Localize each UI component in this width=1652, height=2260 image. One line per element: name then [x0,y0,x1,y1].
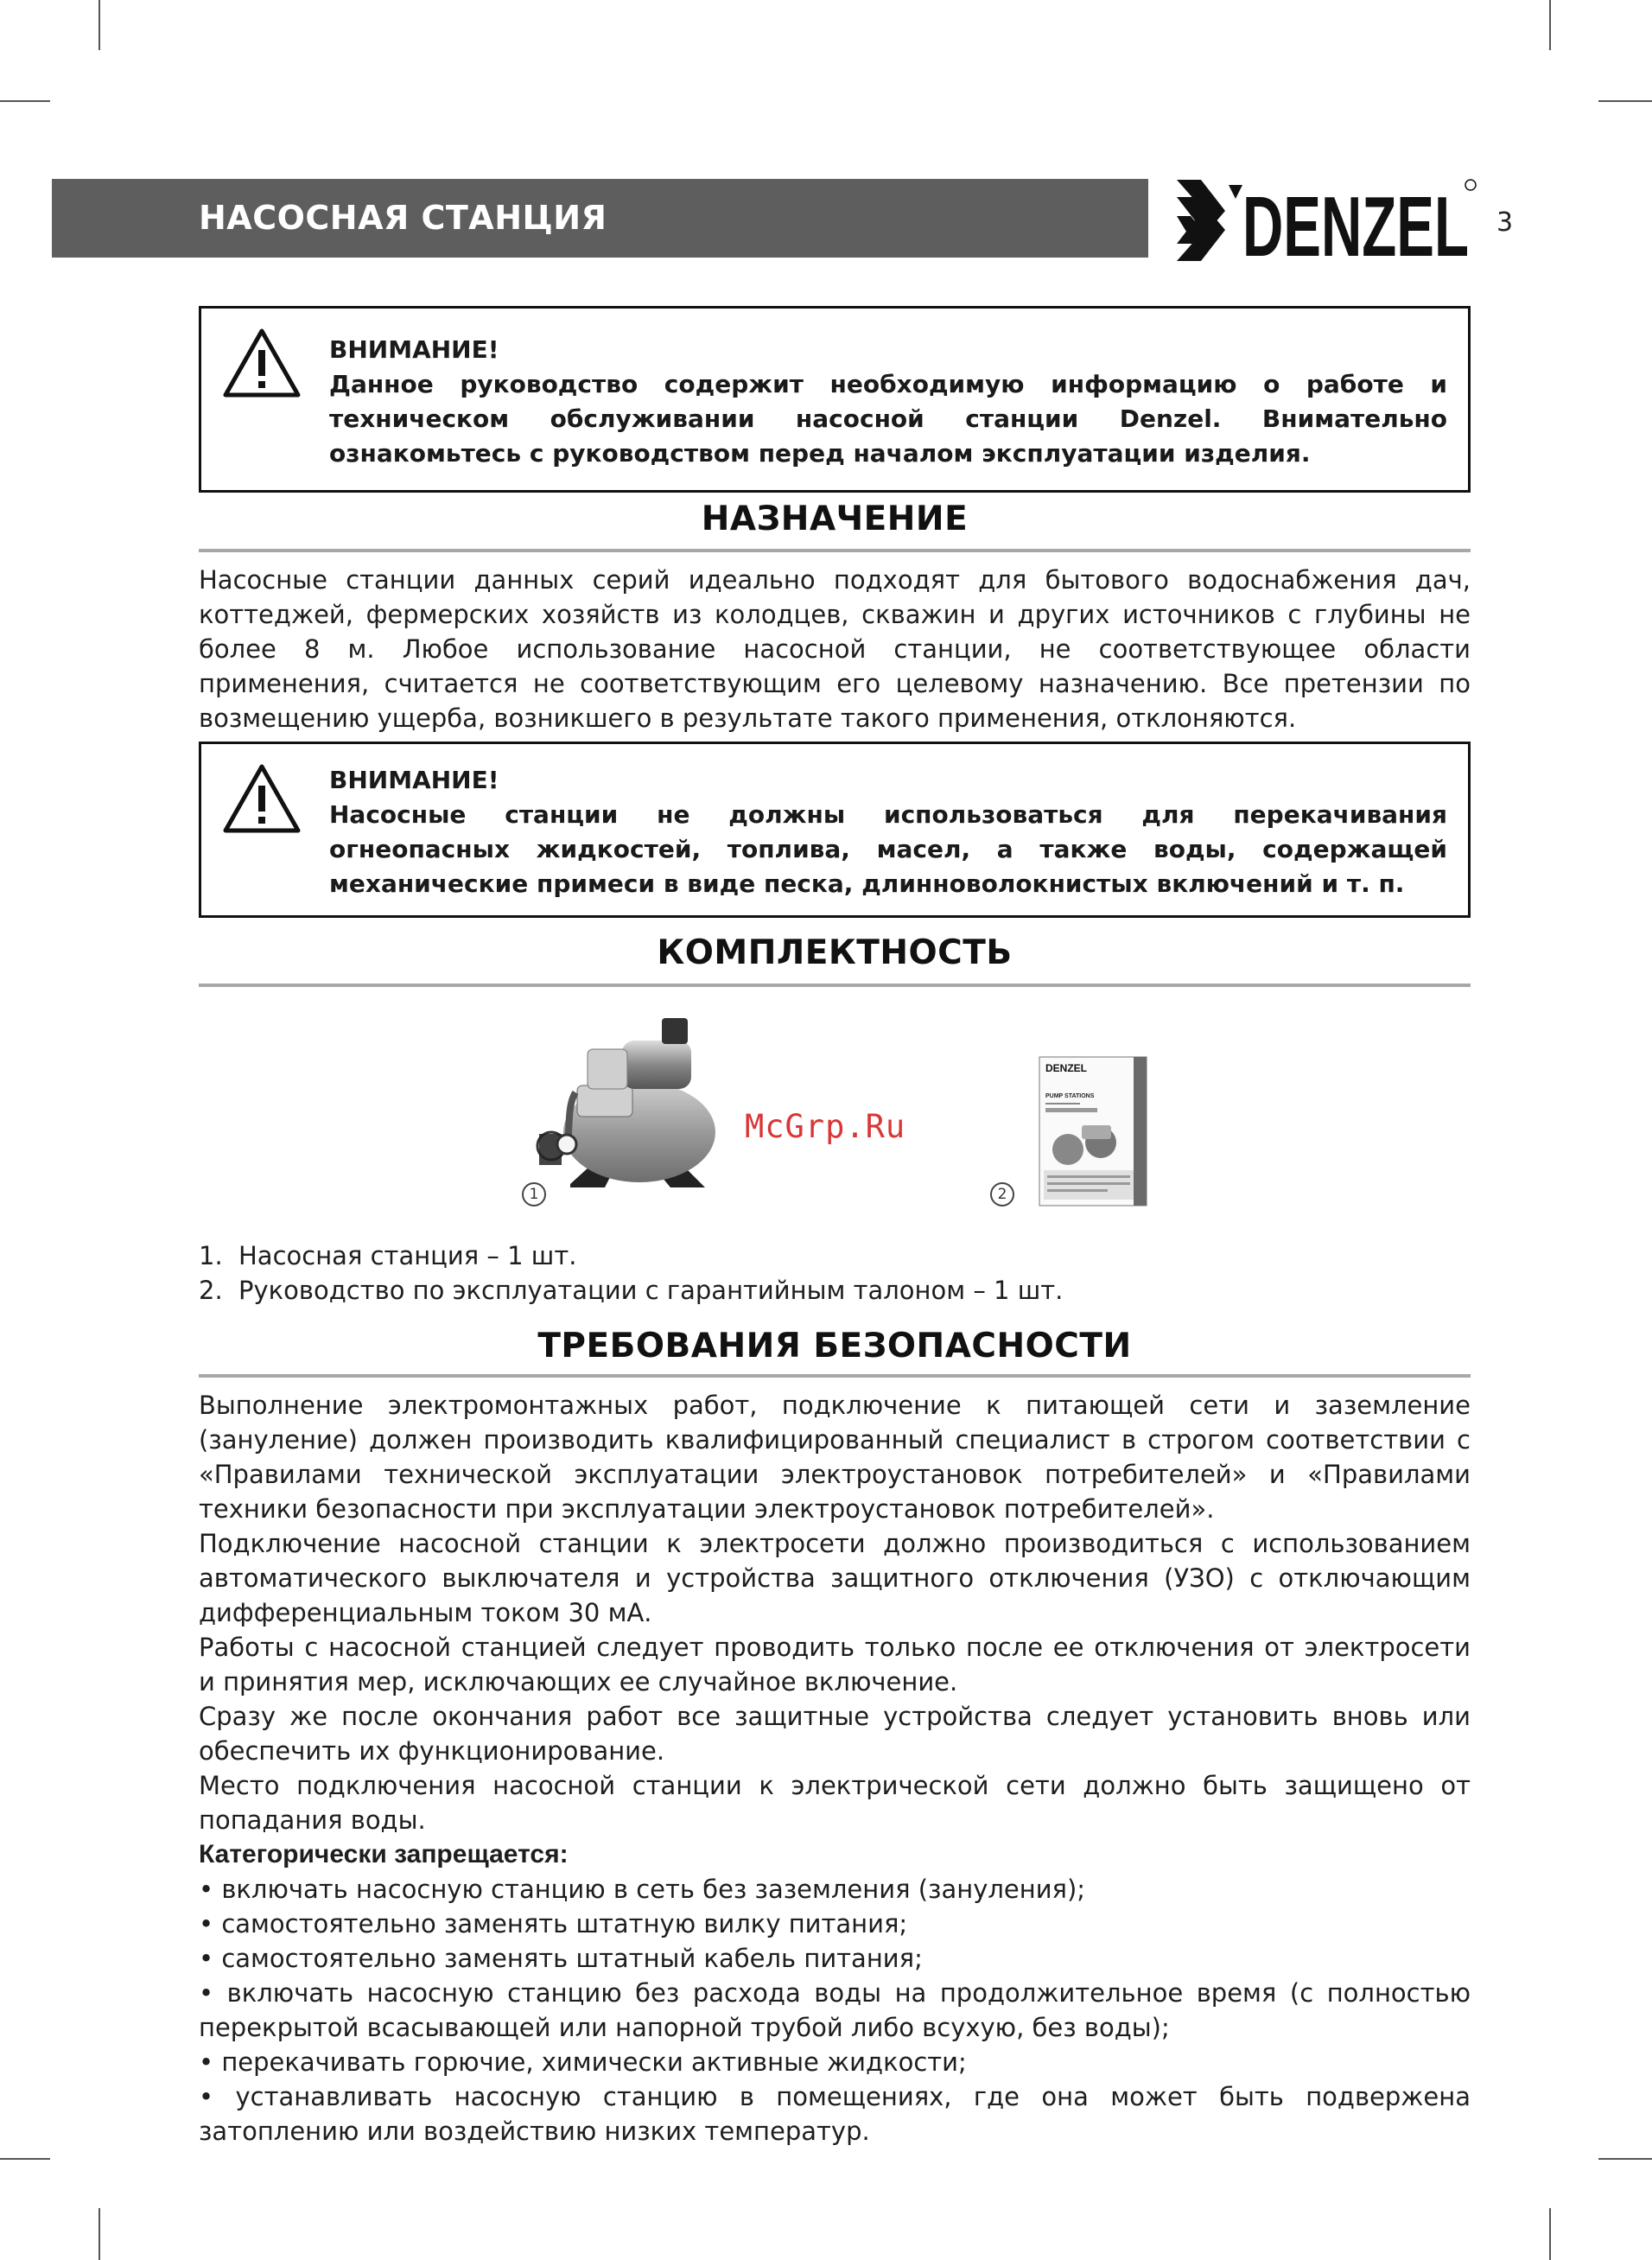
list-item: 2. Руководство по эксплуатации с гарантийным талоном – 1 шт. [199,1276,1064,1305]
crop-mark [1549,2208,1551,2260]
purpose-section [199,563,1471,735]
warning-text [329,763,1447,901]
section-title-purpose: НАЗНАЧЕНИЕ [701,500,969,538]
bullet-item: • включать насосную станцию в сеть без заземления (зануления); [199,1875,1086,1904]
bullet-item: • устанавливать насосную станцию в помещениях, где она может быть подвержена затоплению или воздействию низких температур. [199,2082,1471,2146]
bullet-item: • включать насосную станцию без расхода воды на продолжительное время (с полностью перекрытой всасывающей или напорной трубой либо всухую, без воды); [199,1978,1471,2042]
contents-list [199,1238,1471,1308]
section-divider [199,549,1471,552]
figure-label: 1 [522,1182,546,1206]
safety-paragraph: Сразу же после окончания работ все защитные устройства следует установить вновь или обеспечить их функционирование. [199,1702,1471,1766]
safety-paragraph: Подключение насосной станции к электросети должно производиться с использованием автоматического выключателя и устройства защитного отключения (УЗО) с отключающим дифференциальным током 30 мА. [199,1529,1471,1627]
brand-name: DENZEL [1242,179,1469,268]
list-item: 1. Насосная станция – 1 шт. [199,1241,577,1270]
section-divider [199,984,1471,987]
safety-section [199,1388,1471,2149]
bullet-item: • перекачивать горючие, химически активные жидкости; [199,2047,967,2077]
manual-title: PUMP STATIONS [1045,1093,1095,1099]
section-title-safety: ТРЕБОВАНИЯ БЕЗОПАСНОСТИ [537,1327,1132,1366]
manual-booklet-image [1039,1056,1147,1206]
warning-box [199,306,1471,493]
warning-heading: ВНИМАНИЕ! [329,766,499,794]
warning-body: Данное руководство содержит необходимую информацию о работе и техническом обслуживании насосной станции Denzel. Внимательно ознакомьтесь с руководством перед началом эксплуатации изделия. [329,370,1447,468]
watermark: McGrp.Ru [745,1108,906,1145]
page-number: 3 [1496,207,1514,238]
section-title-contents: КОМПЛЕКТНОСТЬ [657,933,1013,972]
bullet-item: • самостоятельно заменять штатную вилку питания; [199,1909,908,1939]
crop-mark [1549,0,1551,50]
crop-mark [98,2208,100,2260]
section-divider [199,1374,1471,1378]
denzel-logo [1175,173,1477,268]
pump-station-image [532,1003,722,1210]
header-bar [52,179,1148,258]
purpose-paragraph: Насосные станции данных серий идеально подходят для бытового водоснабжения дач, коттеджей, фермерских хозяйств из колодцев, скважин и других источников с глубины не более 8 м. Любое использование насосной станции, не соответствующее области применения, считается не соответствующим его целевому назначению. Все претензии по возмещению ущерба, возникшего в результате такого применения, отклоняются. [199,565,1471,733]
crop-mark [1598,100,1652,102]
manual-brand: DENZEL [1045,1062,1087,1074]
crop-mark [0,100,50,102]
crop-mark [98,0,100,50]
warning-box [199,742,1471,918]
warning-body: Насосные станции не должны использоваться для перекачивания огнеопасных жидкостей, топлива, масел, а также воды, содержащей механические примеси в виде песка, длинноволокнистых включений и т. п. [329,800,1447,898]
crop-mark [1598,2158,1652,2160]
safety-paragraph: Выполнение электромонтажных работ, подключение к питающей сети и заземление (зануление) должен производить квалифицированный специалист в строгом соответствии с «Правилами технической эксплуатации электроустановок потребителей» и «Правилами техники безопасности при эксплуатации электроустановок потребителей». [199,1391,1471,1524]
safety-paragraph: Работы с насосной станцией следует проводить только после ее отключения от электросети и принятия мер, исключающих ее случайное включение. [199,1633,1471,1697]
warning-triangle-icon [222,763,302,834]
warning-triangle-icon [222,328,302,398]
warning-heading: ВНИМАНИЕ! [329,335,499,364]
safety-paragraph: Место подключения насосной станции к электрической сети должно быть защищено от попадания воды. [199,1771,1471,1835]
page-title: НАСОСНАЯ СТАНЦИЯ [199,199,607,237]
crop-mark [0,2158,50,2160]
bullet-item: • самостоятельно заменять штатный кабель питания; [199,1944,923,1973]
figure-label: 2 [990,1182,1014,1206]
forbidden-heading: Категорически запрещается: [199,1840,569,1868]
warning-text [329,333,1447,471]
